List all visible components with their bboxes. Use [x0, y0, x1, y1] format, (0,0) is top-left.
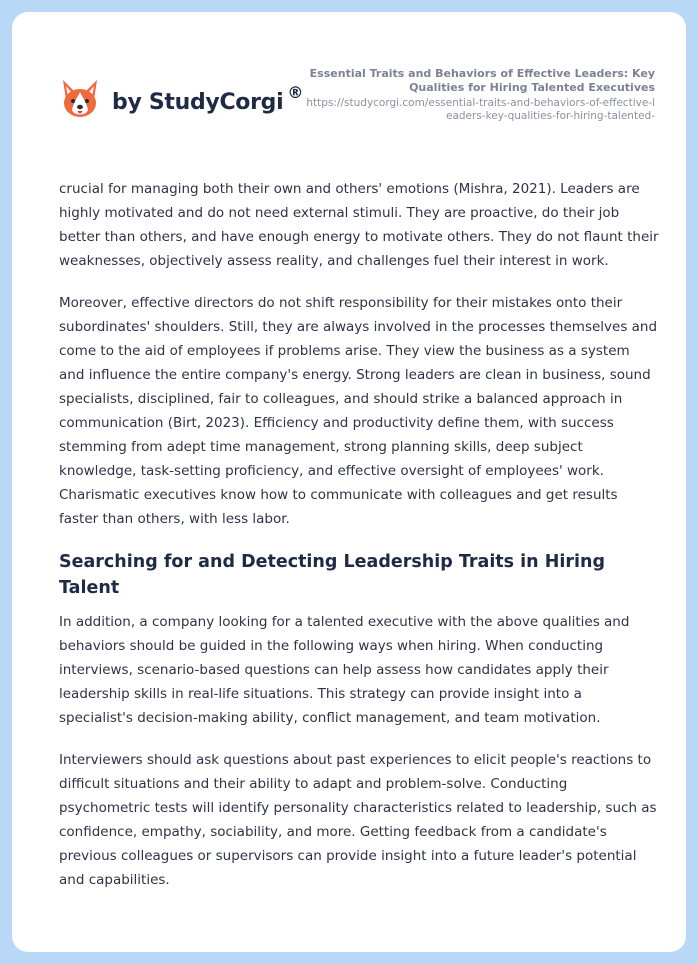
brand-name: by StudyCorgi	[112, 89, 284, 115]
studycorgi-logo[interactable]	[60, 74, 303, 126]
document-meta	[305, 67, 655, 123]
document-title: Essential Traits and Behaviors of Effective Leaders: Key Qualities for Hiring Talented Executives	[309, 67, 655, 94]
paragraph-2: Moreover, effective directors do not shift responsibility for their mistakes onto their subordinates' shoulders. Still, they are always involved in the processes themselves and come to the aid of employees if problems arise. They view the business as a system and influence the entire company's energy. Strong leaders are clean in business, sound specialists, disciplined, fair to colleagues, and should strike a balanced approach in communication (Birt, 2023). Efficiency and productivity define them, with success stemming from adept time management, strong planning skills, deep subject knowledge, task-setting proficiency, and effective oversight of employees' work. Charismatic executives know how to communicate with colleagues and get results faster than others, with less labor.	[59, 295, 658, 527]
corgi-icon	[60, 78, 100, 122]
document-page	[12, 12, 686, 952]
document-url[interactable]: https://studycorgi.com/essential-traits-and-behaviors-of-effective-leaders-key-qualities-for-hiring-talented-	[306, 97, 655, 122]
registered-mark: ®	[287, 82, 304, 102]
paragraph-3: In addition, a company looking for a talented executive with the above qualities and behaviors should be guided in the following ways when hiring. When conducting interviews, scenario-based questions can help assess how candidates apply their leadership skills in real-life situations. This strategy can provide insight into a specialist's decision-making ability, conflict management, and team motivation.	[59, 614, 630, 726]
article-body	[59, 177, 659, 910]
page-header	[12, 12, 686, 152]
paragraph-4: Interviewers should ask questions about past experiences to elicit people's reactions to difficult situations and their ability to adapt and problem-solve. Conducting psychometric tests will identify personality characteristics related to leadership, such as confidence, empathy, sociability, and more. Getting feedback from a candidate's previous colleagues or supervisors can provide insight into a future leader's potential and capabilities.	[59, 752, 657, 888]
section-heading: Searching for and Detecting Leadership Traits in Hiring Talent	[59, 552, 605, 598]
paragraph-1: crucial for managing both their own and others' emotions (Mishra, 2021). Leaders are highly motivated and do not need external stimuli. They are proactive, do their job better than others, and have enough energy to motivate others. They do not flaunt their weaknesses, objectively assess reality, and challenges fuel their interest in work.	[59, 181, 659, 269]
